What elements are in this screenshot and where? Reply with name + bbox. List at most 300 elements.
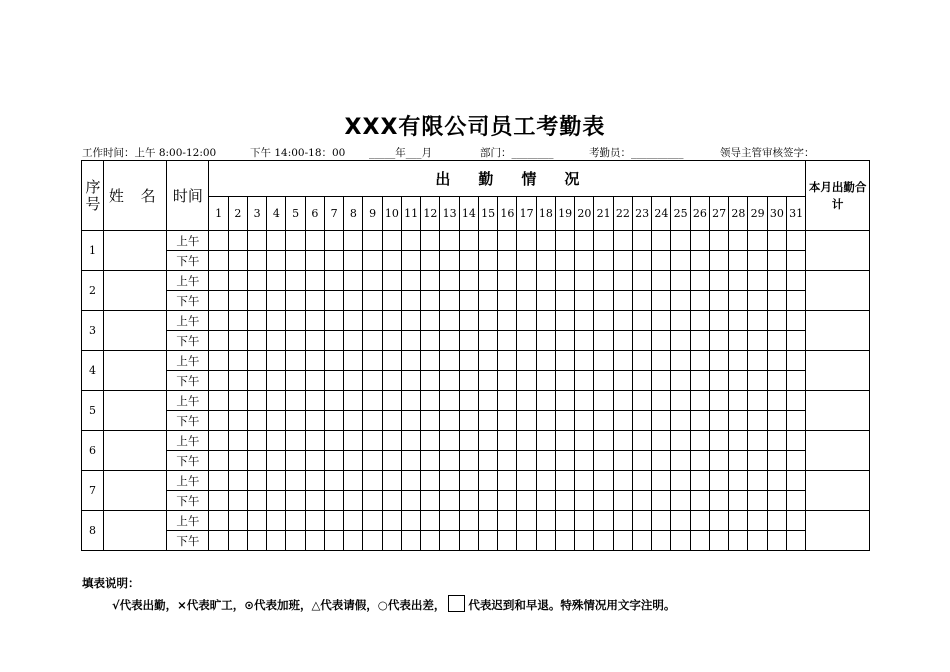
attendance-cell[interactable] [786,391,805,411]
attendance-cell[interactable] [363,311,382,331]
attendance-cell[interactable] [536,351,555,371]
attendance-cell[interactable] [555,291,574,311]
attendance-cell[interactable] [517,351,536,371]
attendance-cell[interactable] [421,251,440,271]
attendance-cell[interactable] [363,411,382,431]
attendance-cell[interactable] [363,491,382,511]
attendance-cell[interactable] [421,431,440,451]
attendance-cell[interactable] [575,311,594,331]
attendance-cell[interactable] [421,231,440,251]
attendance-cell[interactable] [363,331,382,351]
attendance-cell[interactable] [536,431,555,451]
attendance-cell[interactable] [267,431,286,451]
attendance-cell[interactable] [324,531,343,551]
attendance-cell[interactable] [440,291,459,311]
attendance-cell[interactable] [536,271,555,291]
attendance-cell[interactable] [729,471,748,491]
total-cell[interactable] [806,431,870,471]
attendance-cell[interactable] [344,451,363,471]
attendance-cell[interactable] [286,511,305,531]
attendance-cell[interactable] [613,531,632,551]
attendance-cell[interactable] [440,431,459,451]
attendance-cell[interactable] [748,431,767,451]
attendance-cell[interactable] [594,531,613,551]
attendance-cell[interactable] [421,471,440,491]
attendance-cell[interactable] [498,431,517,451]
name-cell[interactable] [104,511,167,551]
attendance-cell[interactable] [344,351,363,371]
attendance-cell[interactable] [247,511,266,531]
attendance-cell[interactable] [401,451,420,471]
attendance-cell[interactable] [305,291,324,311]
attendance-cell[interactable] [324,271,343,291]
attendance-cell[interactable] [305,411,324,431]
attendance-cell[interactable] [536,371,555,391]
attendance-cell[interactable] [632,371,651,391]
attendance-cell[interactable] [209,331,228,351]
attendance-cell[interactable] [594,511,613,531]
attendance-cell[interactable] [440,231,459,251]
attendance-cell[interactable] [228,371,247,391]
attendance-cell[interactable] [324,351,343,371]
attendance-cell[interactable] [286,431,305,451]
attendance-cell[interactable] [401,231,420,251]
attendance-cell[interactable] [382,391,401,411]
attendance-cell[interactable] [324,431,343,451]
attendance-cell[interactable] [286,271,305,291]
attendance-cell[interactable] [729,371,748,391]
attendance-cell[interactable] [324,451,343,471]
attendance-cell[interactable] [729,251,748,271]
attendance-cell[interactable] [748,411,767,431]
attendance-cell[interactable] [209,391,228,411]
attendance-cell[interactable] [267,231,286,251]
attendance-cell[interactable] [555,271,574,291]
attendance-cell[interactable] [652,251,671,271]
attendance-cell[interactable] [536,291,555,311]
name-cell[interactable] [104,391,167,431]
attendance-cell[interactable] [632,311,651,331]
attendance-cell[interactable] [690,531,709,551]
attendance-cell[interactable] [748,351,767,371]
attendance-cell[interactable] [305,331,324,351]
attendance-cell[interactable] [363,431,382,451]
attendance-cell[interactable] [305,271,324,291]
attendance-cell[interactable] [421,291,440,311]
attendance-cell[interactable] [555,471,574,491]
attendance-cell[interactable] [209,251,228,271]
attendance-cell[interactable] [555,311,574,331]
attendance-cell[interactable] [729,311,748,331]
attendance-cell[interactable] [421,391,440,411]
total-cell[interactable] [806,351,870,391]
attendance-cell[interactable] [767,251,786,271]
attendance-cell[interactable] [382,431,401,451]
attendance-cell[interactable] [613,391,632,411]
attendance-cell[interactable] [401,251,420,271]
attendance-cell[interactable] [401,491,420,511]
attendance-cell[interactable] [709,311,728,331]
attendance-cell[interactable] [421,311,440,331]
attendance-cell[interactable] [344,531,363,551]
attendance-cell[interactable] [267,411,286,431]
attendance-cell[interactable] [690,491,709,511]
attendance-cell[interactable] [632,451,651,471]
attendance-cell[interactable] [575,231,594,251]
attendance-cell[interactable] [594,271,613,291]
attendance-cell[interactable] [363,271,382,291]
attendance-cell[interactable] [671,231,690,251]
attendance-cell[interactable] [344,231,363,251]
attendance-cell[interactable] [440,511,459,531]
attendance-cell[interactable] [305,251,324,271]
attendance-cell[interactable] [613,271,632,291]
attendance-cell[interactable] [690,251,709,271]
attendance-cell[interactable] [555,331,574,351]
attendance-cell[interactable] [786,371,805,391]
attendance-cell[interactable] [228,411,247,431]
attendance-cell[interactable] [344,411,363,431]
attendance-cell[interactable] [324,291,343,311]
attendance-cell[interactable] [401,271,420,291]
attendance-cell[interactable] [478,351,497,371]
attendance-cell[interactable] [498,531,517,551]
attendance-cell[interactable] [786,451,805,471]
attendance-cell[interactable] [671,251,690,271]
attendance-cell[interactable] [575,371,594,391]
attendance-cell[interactable] [478,231,497,251]
attendance-cell[interactable] [613,291,632,311]
attendance-cell[interactable] [652,351,671,371]
attendance-cell[interactable] [324,371,343,391]
attendance-cell[interactable] [517,411,536,431]
attendance-cell[interactable] [459,351,478,371]
attendance-cell[interactable] [267,311,286,331]
attendance-cell[interactable] [305,451,324,471]
attendance-cell[interactable] [594,291,613,311]
attendance-cell[interactable] [729,391,748,411]
attendance-cell[interactable] [305,311,324,331]
attendance-cell[interactable] [498,231,517,251]
attendance-cell[interactable] [286,391,305,411]
attendance-cell[interactable] [440,311,459,331]
attendance-cell[interactable] [517,451,536,471]
attendance-cell[interactable] [498,311,517,331]
attendance-cell[interactable] [652,371,671,391]
attendance-cell[interactable] [729,291,748,311]
attendance-cell[interactable] [459,271,478,291]
attendance-cell[interactable] [209,511,228,531]
attendance-cell[interactable] [305,431,324,451]
attendance-cell[interactable] [709,511,728,531]
attendance-cell[interactable] [478,531,497,551]
attendance-cell[interactable] [228,391,247,411]
attendance-cell[interactable] [382,271,401,291]
attendance-cell[interactable] [594,351,613,371]
attendance-cell[interactable] [498,271,517,291]
attendance-cell[interactable] [613,311,632,331]
attendance-cell[interactable] [671,311,690,331]
attendance-cell[interactable] [324,251,343,271]
attendance-cell[interactable] [286,491,305,511]
attendance-cell[interactable] [421,271,440,291]
attendance-cell[interactable] [267,371,286,391]
attendance-cell[interactable] [729,271,748,291]
attendance-cell[interactable] [555,491,574,511]
attendance-cell[interactable] [209,411,228,431]
attendance-cell[interactable] [247,451,266,471]
attendance-cell[interactable] [247,431,266,451]
attendance-cell[interactable] [247,351,266,371]
attendance-cell[interactable] [382,471,401,491]
attendance-cell[interactable] [575,331,594,351]
attendance-cell[interactable] [517,231,536,251]
attendance-cell[interactable] [459,311,478,331]
attendance-cell[interactable] [767,351,786,371]
attendance-cell[interactable] [228,431,247,451]
attendance-cell[interactable] [267,451,286,471]
attendance-cell[interactable] [786,531,805,551]
attendance-cell[interactable] [767,411,786,431]
attendance-cell[interactable] [324,231,343,251]
attendance-cell[interactable] [536,491,555,511]
attendance-cell[interactable] [478,491,497,511]
attendance-cell[interactable] [536,471,555,491]
attendance-cell[interactable] [709,431,728,451]
attendance-cell[interactable] [459,411,478,431]
attendance-cell[interactable] [671,391,690,411]
attendance-cell[interactable] [729,431,748,451]
attendance-cell[interactable] [517,291,536,311]
attendance-cell[interactable] [729,351,748,371]
attendance-cell[interactable] [632,291,651,311]
attendance-cell[interactable] [575,491,594,511]
attendance-cell[interactable] [459,231,478,251]
attendance-cell[interactable] [382,491,401,511]
total-cell[interactable] [806,311,870,351]
attendance-cell[interactable] [401,371,420,391]
attendance-cell[interactable] [517,271,536,291]
attendance-cell[interactable] [401,511,420,531]
attendance-cell[interactable] [440,411,459,431]
attendance-cell[interactable] [671,451,690,471]
attendance-cell[interactable] [536,311,555,331]
attendance-cell[interactable] [575,531,594,551]
attendance-cell[interactable] [767,451,786,471]
attendance-cell[interactable] [517,471,536,491]
attendance-cell[interactable] [228,291,247,311]
attendance-cell[interactable] [594,231,613,251]
attendance-cell[interactable] [498,351,517,371]
attendance-cell[interactable] [459,491,478,511]
attendance-cell[interactable] [690,471,709,491]
attendance-cell[interactable] [267,531,286,551]
attendance-cell[interactable] [401,431,420,451]
attendance-cell[interactable] [209,531,228,551]
attendance-cell[interactable] [729,231,748,251]
attendance-cell[interactable] [401,351,420,371]
attendance-cell[interactable] [690,291,709,311]
attendance-cell[interactable] [671,271,690,291]
attendance-cell[interactable] [632,331,651,351]
attendance-cell[interactable] [209,311,228,331]
attendance-cell[interactable] [613,491,632,511]
attendance-cell[interactable] [498,491,517,511]
attendance-cell[interactable] [594,371,613,391]
attendance-cell[interactable] [498,411,517,431]
attendance-cell[interactable] [267,491,286,511]
attendance-cell[interactable] [536,411,555,431]
attendance-cell[interactable] [286,231,305,251]
attendance-cell[interactable] [401,411,420,431]
attendance-cell[interactable] [305,351,324,371]
attendance-cell[interactable] [440,331,459,351]
attendance-cell[interactable] [382,451,401,471]
attendance-cell[interactable] [401,391,420,411]
attendance-cell[interactable] [632,431,651,451]
attendance-cell[interactable] [575,431,594,451]
attendance-cell[interactable] [786,471,805,491]
attendance-cell[interactable] [228,351,247,371]
attendance-cell[interactable] [767,331,786,351]
attendance-cell[interactable] [690,511,709,531]
attendance-cell[interactable] [652,291,671,311]
attendance-cell[interactable] [575,411,594,431]
attendance-cell[interactable] [478,371,497,391]
attendance-cell[interactable] [632,391,651,411]
attendance-cell[interactable] [517,491,536,511]
attendance-cell[interactable] [440,251,459,271]
attendance-cell[interactable] [517,511,536,531]
attendance-cell[interactable] [575,391,594,411]
attendance-cell[interactable] [536,251,555,271]
attendance-cell[interactable] [748,491,767,511]
name-cell[interactable] [104,351,167,391]
attendance-cell[interactable] [421,511,440,531]
attendance-cell[interactable] [671,531,690,551]
attendance-cell[interactable] [247,371,266,391]
attendance-cell[interactable] [228,491,247,511]
attendance-cell[interactable] [324,391,343,411]
attendance-cell[interactable] [767,431,786,451]
attendance-cell[interactable] [421,371,440,391]
attendance-cell[interactable] [247,271,266,291]
attendance-cell[interactable] [690,371,709,391]
attendance-cell[interactable] [344,471,363,491]
attendance-cell[interactable] [671,291,690,311]
attendance-cell[interactable] [632,251,651,271]
attendance-cell[interactable] [709,351,728,371]
attendance-cell[interactable] [555,371,574,391]
attendance-cell[interactable] [247,231,266,251]
attendance-cell[interactable] [382,231,401,251]
attendance-cell[interactable] [228,511,247,531]
attendance-cell[interactable] [613,511,632,531]
attendance-cell[interactable] [767,471,786,491]
attendance-cell[interactable] [767,231,786,251]
total-cell[interactable] [806,231,870,271]
attendance-cell[interactable] [305,511,324,531]
attendance-cell[interactable] [478,311,497,331]
attendance-cell[interactable] [594,491,613,511]
attendance-cell[interactable] [286,331,305,351]
attendance-cell[interactable] [459,291,478,311]
attendance-cell[interactable] [786,291,805,311]
attendance-cell[interactable] [709,271,728,291]
attendance-cell[interactable] [690,331,709,351]
attendance-cell[interactable] [690,451,709,471]
attendance-cell[interactable] [305,471,324,491]
attendance-cell[interactable] [517,251,536,271]
attendance-cell[interactable] [632,411,651,431]
attendance-cell[interactable] [786,251,805,271]
attendance-cell[interactable] [555,411,574,431]
name-cell[interactable] [104,311,167,351]
attendance-cell[interactable] [363,351,382,371]
attendance-cell[interactable] [671,471,690,491]
attendance-cell[interactable] [748,451,767,471]
attendance-cell[interactable] [748,331,767,351]
attendance-cell[interactable] [421,531,440,551]
attendance-cell[interactable] [594,311,613,331]
attendance-cell[interactable] [247,291,266,311]
attendance-cell[interactable] [209,471,228,491]
attendance-cell[interactable] [344,431,363,451]
attendance-cell[interactable] [613,351,632,371]
attendance-cell[interactable] [555,511,574,531]
attendance-cell[interactable] [305,391,324,411]
attendance-cell[interactable] [363,511,382,531]
attendance-cell[interactable] [594,331,613,351]
attendance-cell[interactable] [498,291,517,311]
attendance-cell[interactable] [478,471,497,491]
attendance-cell[interactable] [286,451,305,471]
attendance-cell[interactable] [652,311,671,331]
attendance-cell[interactable] [382,351,401,371]
attendance-cell[interactable] [748,371,767,391]
attendance-cell[interactable] [401,291,420,311]
attendance-cell[interactable] [671,331,690,351]
attendance-cell[interactable] [478,331,497,351]
attendance-cell[interactable] [267,511,286,531]
attendance-cell[interactable] [536,331,555,351]
attendance-cell[interactable] [652,331,671,351]
attendance-cell[interactable] [286,311,305,331]
attendance-cell[interactable] [286,411,305,431]
attendance-cell[interactable] [363,471,382,491]
attendance-cell[interactable] [459,431,478,451]
attendance-cell[interactable] [613,471,632,491]
attendance-cell[interactable] [324,511,343,531]
total-cell[interactable] [806,511,870,551]
attendance-cell[interactable] [478,391,497,411]
attendance-cell[interactable] [363,251,382,271]
attendance-cell[interactable] [286,471,305,491]
attendance-cell[interactable] [555,251,574,271]
attendance-cell[interactable] [440,471,459,491]
attendance-cell[interactable] [286,251,305,271]
attendance-cell[interactable] [786,271,805,291]
total-cell[interactable] [806,471,870,511]
attendance-cell[interactable] [536,231,555,251]
attendance-cell[interactable] [421,331,440,351]
attendance-cell[interactable] [536,391,555,411]
attendance-cell[interactable] [209,431,228,451]
attendance-cell[interactable] [767,371,786,391]
attendance-cell[interactable] [767,291,786,311]
attendance-cell[interactable] [363,391,382,411]
name-cell[interactable] [104,271,167,311]
